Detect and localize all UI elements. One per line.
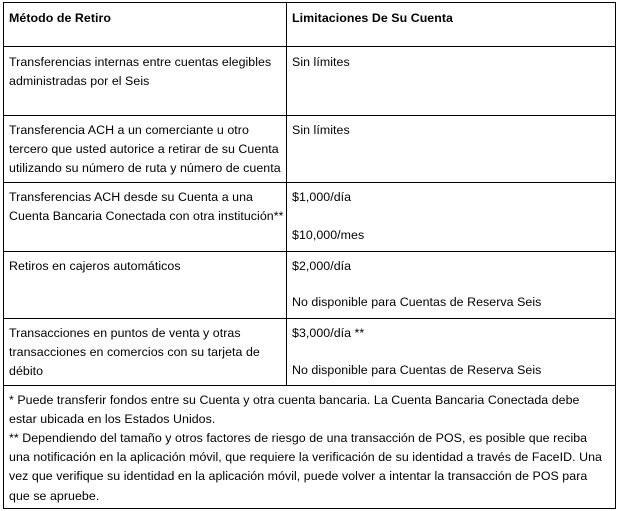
row-3-limit-monthly: $10,000/mes	[292, 228, 365, 242]
table-border-bottom	[3, 508, 616, 509]
row-5-method: Transacciones en puntos de venta y otras transacciones en comercios con su tarjeta de débito	[9, 326, 260, 378]
row-4-method: Retiros en cajeros automáticos	[9, 259, 181, 273]
row-divider	[3, 385, 616, 386]
row-5-limit-note: No disponible para Cuentas de Reserva Seis	[292, 363, 542, 377]
row-1-limit: Sin límites	[292, 55, 350, 69]
row-2-method: Transferencia ACH a un comerciante u otro tercero que usted autorice a retirar de su Cuenta utilizando su número de ruta y número de cuenta	[9, 123, 281, 175]
footnote-1: * Puede transferir fondos entre su Cuenta y otra cuenta bancaria. La Cuenta Bancaria Conectada debe estar ubicada en los Estados Unidos.	[9, 393, 580, 427]
header-limits: Limitaciones De Su Cuenta	[292, 11, 453, 25]
table-border-top	[3, 2, 616, 3]
table-border-right	[615, 2, 616, 509]
row-2-limit: Sin límites	[292, 123, 350, 137]
header-method: Método de Retiro	[9, 11, 111, 25]
column-divider	[286, 2, 287, 386]
table-border-left	[3, 2, 4, 509]
row-3-limit-daily: $1,000/día	[292, 190, 352, 204]
footnote-2: ** Dependiendo del tamaño y otros factores de riesgo de una transacción de POS, es posible que reciba una notificación en la aplicación móvil, que requiere la verificación de su identidad a través de FaceID. Una vez que verifique su identidad en la aplicación móvil, puede volver a intentar la transacción de POS para que se apruebe.	[9, 431, 602, 503]
row-3-method: Transferencias ACH desde su Cuenta a una Cuenta Bancaria Conectada con otra institución**	[9, 190, 284, 223]
row-1-method: Transferencias internas entre cuentas elegibles administradas por el Seis	[9, 55, 272, 88]
row-4-limit-note: No disponible para Cuentas de Reserva Seis	[292, 295, 542, 309]
row-divider	[3, 182, 616, 183]
row-4-limit-daily: $2,000/día	[292, 259, 352, 273]
row-divider	[3, 318, 616, 319]
row-divider	[3, 251, 616, 252]
row-divider	[3, 115, 616, 116]
row-5-limit-daily: $3,000/día **	[292, 326, 365, 340]
row-divider	[3, 46, 616, 47]
